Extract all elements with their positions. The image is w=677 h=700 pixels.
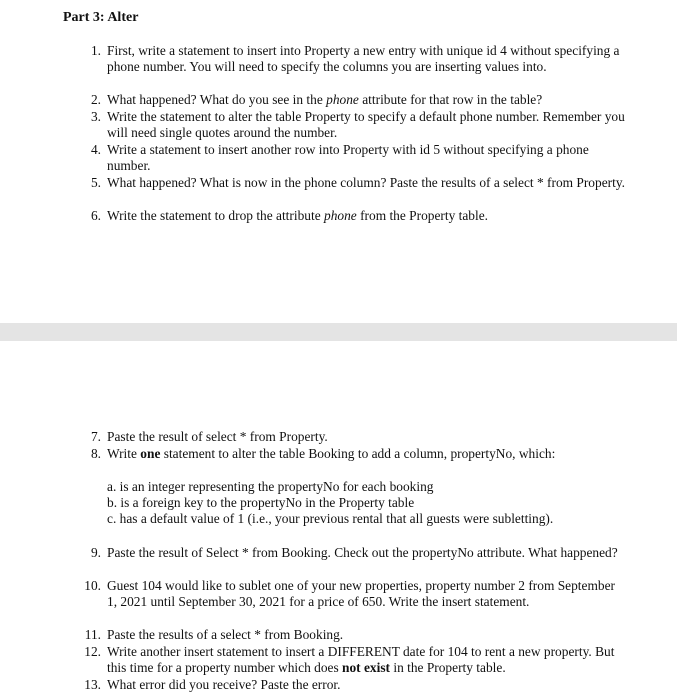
- list-item: [0, 109, 677, 142]
- sub-item: b. is a foreign key to the propertyNo in the Property table: [107, 495, 415, 511]
- list-item: [0, 677, 677, 694]
- item-number: 12.: [84, 643, 101, 659]
- list-item: [0, 429, 677, 446]
- item-text: Write another insert statement to insert a DIFFERENT date for 104 to rent a new property. But this time for a property number which does not exist in the Property table.: [107, 643, 615, 675]
- item-number: 10.: [84, 578, 101, 593]
- item-number: 8.: [90, 446, 101, 461]
- list-item: [0, 175, 677, 208]
- item-number: 1.: [90, 43, 101, 58]
- item-text: Write the statement to alter the table Property to specify a default phone number. Remember you will need single quotes around the number.: [107, 108, 625, 140]
- item-text: Paste the result of Select * from Booking. Check out the propertyNo attribute. What happened?: [107, 545, 618, 560]
- page-separator: [0, 323, 677, 341]
- list-item: [0, 92, 677, 109]
- sub-item: c. has a default value of 1 (i.e., your previous rental that all guests were subletting).: [107, 511, 554, 527]
- part-one-list: [0, 43, 677, 225]
- item-text: Write the statement to drop the attribute phone from the Property table.: [107, 207, 488, 223]
- item-number: 9.: [90, 545, 101, 560]
- item-number: 2.: [90, 92, 101, 107]
- list-item: [0, 446, 677, 463]
- item-text: Write a statement to insert another row into Property with id 5 without specifying a phone number.: [107, 141, 589, 173]
- item-text: What happened? What do you see in the phone attribute for that row in the table?: [107, 92, 543, 107]
- list-item: [0, 43, 677, 92]
- part-two-list: [0, 545, 677, 694]
- page-heading: Part 3: Alter: [63, 10, 139, 25]
- sub-item: a. is an integer representing the propertyNo for each booking: [107, 479, 434, 494]
- list-item: [0, 142, 677, 175]
- item-number: 13.: [84, 676, 101, 692]
- item-number: 5.: [90, 174, 101, 190]
- list-item: [0, 627, 677, 644]
- item-number: 3.: [90, 108, 101, 124]
- item-text: What error did you receive? Paste the error.: [107, 676, 341, 692]
- item-number: 11.: [84, 627, 101, 642]
- list-item: [0, 545, 677, 578]
- list-item: [0, 208, 677, 225]
- item-text: Paste the results of a select * from Booking.: [107, 627, 344, 642]
- part-two-intro-list: [0, 429, 677, 463]
- item-number: 7.: [90, 429, 101, 444]
- item-text: What happened? What is now in the phone column? Paste the results of a select * from Property.: [107, 174, 625, 190]
- item-number: 6.: [90, 207, 101, 223]
- list-item: [0, 644, 677, 677]
- sub-list: [107, 479, 627, 528]
- list-item: [0, 578, 677, 627]
- item-text: First, write a statement to insert into Property a new entry with unique id 4 without specifying a phone number. You will need to specify the columns you are inserting values into.: [107, 43, 620, 75]
- item-text: Guest 104 would like to sublet one of your new properties, property number 2 from September 1, 2021 until September 30, 2021 for a price of 650. Write the insert statement.: [107, 578, 615, 610]
- item-text: Write one statement to alter the table Booking to add a column, propertyNo, which:: [107, 446, 556, 461]
- item-number: 4.: [90, 141, 101, 157]
- item-text: Paste the result of select * from Property.: [107, 429, 328, 444]
